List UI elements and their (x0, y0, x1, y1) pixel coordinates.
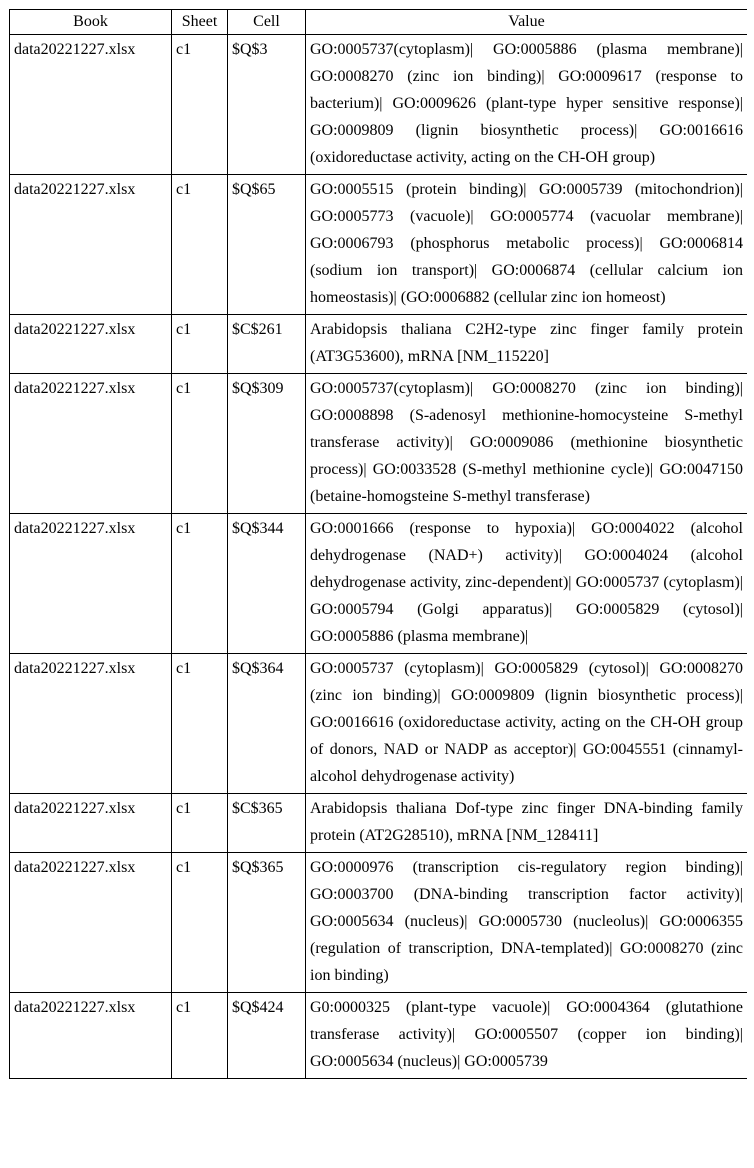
sheet-cell: c1 (172, 654, 228, 794)
table-row (10, 853, 748, 993)
book-cell: data20221227.xlsx (10, 374, 172, 514)
cell-ref: $Q$309 (228, 374, 306, 514)
value-cell: G0:0000325 (plant-type vacuole)| GO:0004364 (glutathione transferase activity)| GO:0005507 (copper ion binding)| GO:0005634 (nucleus)| GO:0005739 (306, 993, 748, 1079)
value-cell: GO:0005515 (protein binding)| GO:0005739 (mitochondrion)| GO:0005773 (vacuole)| GO:0005774 (vacuolar membrane)| GO:0006793 (phosphorus metabolic process)| GO:0006814 (sodium ion transport)| GO:0006874 (cellular calcium ion homeostasis)| (GO:0006882 (cellular zinc ion homeost) (306, 175, 748, 315)
cell-ref: $Q$365 (228, 853, 306, 993)
book-cell: data20221227.xlsx (10, 794, 172, 853)
sheet-cell: c1 (172, 35, 228, 175)
document-page (9, 9, 747, 1161)
header-cell: Cell (228, 10, 306, 35)
header-book: Book (10, 10, 172, 35)
value-cell: GO:0000976 (transcription cis-regulatory region binding)| GO:0003700 (DNA-binding transcription factor activity)| GO:0005634 (nucleus)| GO:0005730 (nucleolus)| GO:0006355 (regulation of transcription, DNA-templated)| GO:0008270 (zinc ion binding) (306, 853, 748, 993)
value-cell: GO:0005737 (cytoplasm)| GO:0005829 (cytosol)| GO:0008270 (zinc ion binding)| GO:0009809 (lignin biosynthetic process)| GO:0016616 (oxidoreductase activity, acting on the CH-OH group of donors, NAD or NADP as acceptor)| GO:0045551 (cinnamyl-alcohol dehydrogenase activity) (306, 654, 748, 794)
sheet-cell: c1 (172, 175, 228, 315)
sheet-cell: c1 (172, 374, 228, 514)
book-cell: data20221227.xlsx (10, 514, 172, 654)
header-value: Value (306, 10, 748, 35)
table-row (10, 315, 748, 374)
table-row (10, 175, 748, 315)
cell-ref: $Q$3 (228, 35, 306, 175)
sheet-cell: c1 (172, 853, 228, 993)
table-row (10, 654, 748, 794)
table-body (10, 35, 748, 1079)
cell-ref: $Q$344 (228, 514, 306, 654)
results-table (9, 9, 747, 1079)
value-cell: Arabidopsis thaliana C2H2-type zinc finger family protein (AT3G53600), mRNA [NM_115220] (306, 315, 748, 374)
table-row (10, 374, 748, 514)
value-cell: GO:0005737(cytoplasm)| GO:0008270 (zinc ion binding)| GO:0008898 (S-adenosyl methionine-homocysteine S-methyl transferase activity)| GO:0009086 (methionine biosynthetic process)| GO:0033528 (S-methyl methionine cycle)| GO:0047150 (betaine-homogsteine S-methyl transferase) (306, 374, 748, 514)
book-cell: data20221227.xlsx (10, 315, 172, 374)
table-row (10, 794, 748, 853)
sheet-cell: c1 (172, 794, 228, 853)
cell-ref: $C$261 (228, 315, 306, 374)
cell-ref: $C$365 (228, 794, 306, 853)
book-cell: data20221227.xlsx (10, 853, 172, 993)
sheet-cell: c1 (172, 993, 228, 1079)
value-cell: Arabidopsis thaliana Dof-type zinc finger DNA-binding family protein (AT2G28510), mRNA [NM_128411] (306, 794, 748, 853)
table-row (10, 35, 748, 175)
book-cell: data20221227.xlsx (10, 35, 172, 175)
book-cell: data20221227.xlsx (10, 993, 172, 1079)
value-cell: GO:0005737(cytoplasm)| GO:0005886 (plasma membrane)| GO:0008270 (zinc ion binding)| GO:0009617 (response to bacterium)| GO:0009626 (plant-type hyper sensitive response)| GO:0009809 (lignin biosynthetic process)| GO:0016616 (oxidoreductase activity, acting on the CH-OH group) (306, 35, 748, 175)
cell-ref: $Q$65 (228, 175, 306, 315)
value-cell: GO:0001666 (response to hypoxia)| GO:0004022 (alcohol dehydrogenase (NAD+) activity)| GO:0004024 (alcohol dehydrogenase activity, zinc-dependent)| GO:0005737 (cytoplasm)| GO:0005794 (Golgi apparatus)| GO:0005829 (cytosol)| GO:0005886 (plasma membrane)| (306, 514, 748, 654)
book-cell: data20221227.xlsx (10, 175, 172, 315)
book-cell: data20221227.xlsx (10, 654, 172, 794)
table-row (10, 514, 748, 654)
table-row (10, 993, 748, 1079)
sheet-cell: c1 (172, 514, 228, 654)
sheet-cell: c1 (172, 315, 228, 374)
header-row (10, 10, 748, 35)
cell-ref: $Q$424 (228, 993, 306, 1079)
header-sheet: Sheet (172, 10, 228, 35)
cell-ref: $Q$364 (228, 654, 306, 794)
